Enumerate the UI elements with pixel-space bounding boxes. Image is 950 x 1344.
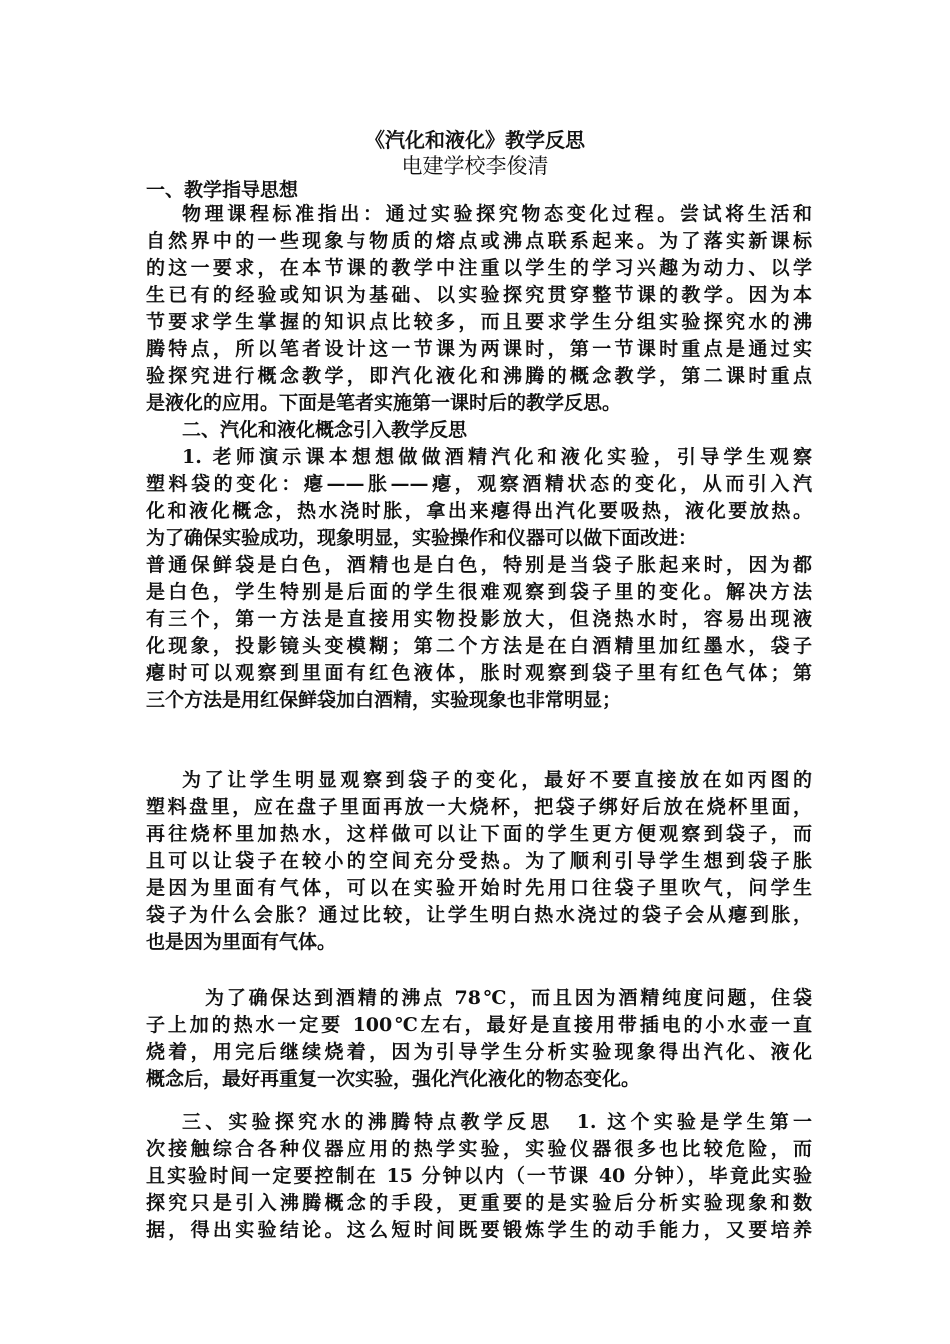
paragraph-line: 节要求学生掌握的知识点比较多，而且要求学生分组实验探究水的沸 (146, 311, 812, 333)
paragraph-line: 为了确保达到酒精的沸点 78℃，而且因为酒精纯度问题，住袋 (205, 987, 812, 1009)
paragraph-line: 腾特点，所以笔者设计这一节课为两课时，第一节课时重点是通过实 (146, 338, 812, 360)
paragraph-line: 生已有的经验或知识为基础、以实验探究贯穿整节课的教学。因为本 (146, 284, 812, 306)
paragraph-line: 也是因为里面有气体。 (146, 931, 337, 953)
paragraph-line: 验探究进行概念教学，即汽化液化和沸腾的概念教学，第二课时重点 (146, 365, 812, 387)
paragraph-line: 袋子为什么会胀？通过比较，让学生明白热水浇过的袋子会从瘪到胀， (146, 904, 812, 926)
section-heading: 二、汽化和液化概念引入教学反思 (182, 419, 468, 441)
paragraph-line: 是因为里面有气体，可以在实验开始时先用口往袋子里吹气，问学生 (146, 877, 812, 899)
paragraph-line: 是白色，学生特别是后面的学生很难观察到袋子里的变化。解决方法 (146, 581, 812, 603)
section-heading: 一、教学指导思想 (146, 179, 299, 201)
paragraph-line: 自然界中的一些现象与物质的熔点或沸点联系起来。为了落实新课标 (146, 230, 812, 252)
paragraph-line: 概念后，最好再重复一次实验，强化汽化液化的物态变化。 (146, 1068, 641, 1090)
paragraph-line: 塑料袋的变化：瘪——胀——瘪，观察酒精状态的变化，从而引入汽 (146, 473, 812, 495)
paragraph-line: 物理课程标准指出：通过实验探究物态变化过程。尝试将生活和 (182, 203, 812, 225)
paragraph-line: 三个方法是用红保鲜袋加白酒精，实验现象也非常明显； (146, 689, 622, 711)
paragraph-line: 是液化的应用。下面是笔者实施第一课时后的教学反思。 (146, 392, 622, 414)
paragraph-line: 再往烧杯里加热水，这样做可以让下面的学生更方便观察到袋子，而 (146, 823, 812, 845)
paragraph-line: 的这一要求，在本节课的教学中注重以学生的学习兴趣为动力、以学 (146, 257, 812, 279)
paragraph-line: 烧着，用完后继续烧着，因为引导学生分析实验现象得出汽化、液化 (146, 1041, 812, 1063)
paragraph-line: 为了让学生明显观察到袋子的变化，最好不要直接放在如丙图的 (182, 769, 812, 791)
paragraph-line: 为了确保实验成功，现象明显，实验操作和仪器可以做下面改进： (146, 527, 698, 549)
paragraph-line: 瘪时可以观察到里面有红色液体，胀时观察到袋子里有红色气体；第 (146, 662, 812, 684)
paragraph-line: 子上加的热水一定要 100℃左右，最好是直接用带插电的小水壶一直 (146, 1014, 812, 1036)
paragraph-line: 塑料盘里，应在盘子里面再放一大烧杯，把袋子绑好后放在烧杯里面， (146, 796, 812, 818)
document-author: 电建学校李俊清 (401, 154, 549, 178)
paragraph-line: 且实验时间一定要控制在 15 分钟以内（一节课 40 分钟），毕竟此实验 (146, 1165, 812, 1187)
paragraph-line: 且可以让袋子在较小的空间充分受热。为了顺利引导学生想到袋子胀 (146, 850, 812, 872)
paragraph-line: 次接触综合各种仪器应用的热学实验，实验仪器很多也比较危险，而 (146, 1138, 812, 1160)
paragraph-line: 普通保鲜袋是白色，酒精也是白色，特别是当袋子胀起来时，因为都 (146, 554, 812, 576)
paragraph-line: 有三个，第一方法是直接用实物投影放大，但浇热水时，容易出现液 (146, 608, 812, 630)
section-heading-line: 三、实验探究水的沸腾特点教学反思 1. 这个实验是学生第一 (182, 1111, 812, 1133)
paragraph-line: 1. 老师演示课本想想做做酒精汽化和液化实验，引导学生观察 (182, 446, 812, 468)
document-title: 《汽化和液化》教学反思 (365, 128, 585, 152)
paragraph-line: 化现象，投影镜头变模糊；第二个方法是在白酒精里加红墨水，袋子 (146, 635, 812, 657)
paragraph-line: 化和液化概念，热水浇时胀，拿出来瘪得出汽化要吸热，液化要放热。 (146, 500, 812, 522)
paragraph-line: 据，得出实验结论。这么短时间既要锻炼学生的动手能力，又要培养 (146, 1219, 812, 1241)
paragraph-line: 探究只是引入沸腾概念的手段，更重要的是实验后分析实验现象和数 (146, 1192, 812, 1214)
